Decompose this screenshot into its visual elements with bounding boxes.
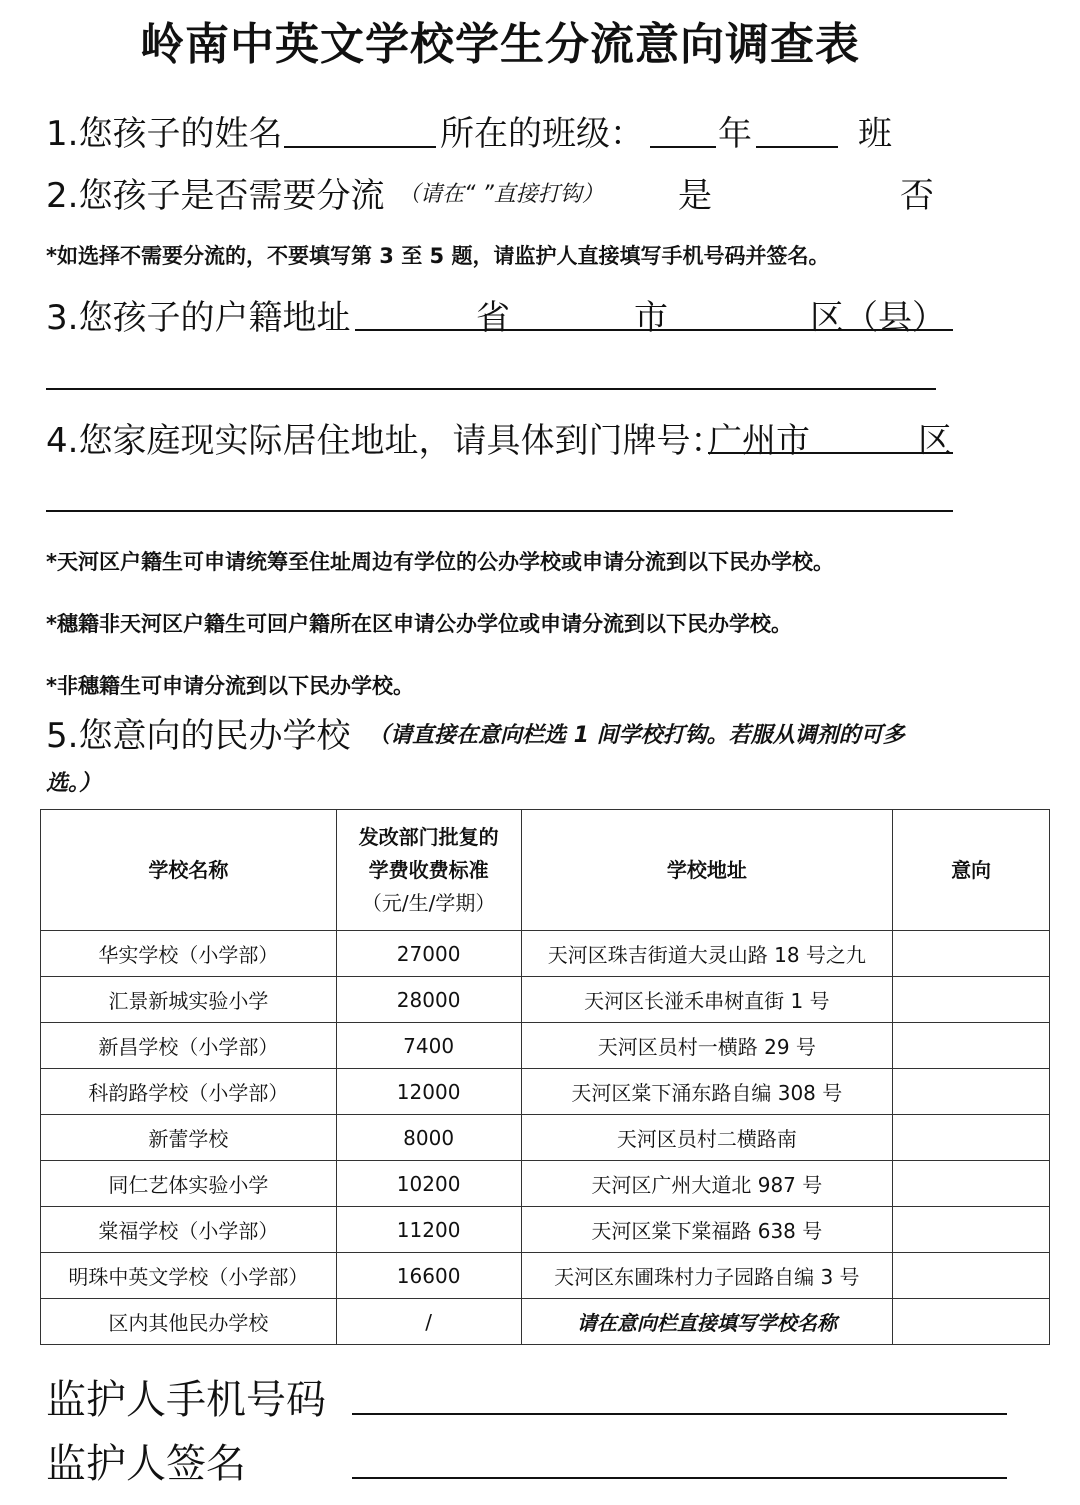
intent-checkbox[interactable] [893, 1253, 1050, 1299]
school-address: 天河区长湴禾串树直街 1 号 [521, 977, 893, 1023]
table-row [41, 977, 1050, 1023]
table-row [41, 1253, 1050, 1299]
school-name: 新蕾学校 [41, 1115, 337, 1161]
q2-label: 2.您孩子是否需要分流 [46, 176, 385, 216]
q1-grade-unit: 年 [718, 114, 752, 154]
q1-grade-field[interactable] [650, 146, 716, 148]
school-name: 华实学校（小学部） [41, 931, 337, 977]
table-row [41, 1161, 1050, 1207]
q4-district: 区 [918, 421, 952, 461]
intent-checkbox[interactable] [893, 977, 1050, 1023]
school-name: 新昌学校（小学部） [41, 1023, 337, 1069]
guardian-phone-label: 监护人手机号码 [46, 1377, 326, 1423]
note-non-guangzhou: *非穗籍生可申请分流到以下民办学校。 [46, 674, 414, 698]
school-fee: / [336, 1299, 521, 1345]
note-tianhe: *天河区户籍生可申请统筹至住址周边有学位的公办学校或申请分流到以下民办学校。 [46, 550, 834, 574]
q2-no-option[interactable]: 否 [900, 176, 934, 216]
intent-input[interactable] [893, 1299, 1050, 1345]
note-guangzhou: *穗籍非天河区户籍生可回户籍所在区申请公办学位或申请分流到以下民办学校。 [46, 612, 792, 636]
school-fee: 11200 [336, 1207, 521, 1253]
table-header-row [41, 810, 1050, 931]
note-q2: *如选择不需要分流的，不要填写第 3 至 5 题，请监护人直接填写手机号码并签名。 [46, 244, 830, 268]
q3-province: 省 [476, 298, 510, 338]
table-row [41, 1299, 1050, 1345]
q4-city: 广州市 [708, 421, 810, 461]
school-fee: 28000 [336, 977, 521, 1023]
header-fee-line1: 发改部门批复的 [358, 824, 499, 849]
school-address: 天河区棠下涌东路自编 308 号 [521, 1069, 893, 1115]
school-table [40, 809, 1050, 1345]
intent-checkbox[interactable] [893, 1161, 1050, 1207]
q4-address-line2[interactable] [46, 510, 953, 512]
header-address: 学校地址 [521, 810, 893, 931]
school-address: 天河区员村一横路 29 号 [521, 1023, 893, 1069]
header-intent: 意向 [893, 810, 1050, 931]
header-school-name: 学校名称 [41, 810, 337, 931]
q4-label: 4.您家庭现实际居住地址，请具体到门牌号： [46, 421, 725, 461]
school-name: 棠福学校（小学部） [41, 1207, 337, 1253]
school-fee: 10200 [336, 1161, 521, 1207]
guardian-signature-field[interactable] [352, 1477, 1007, 1479]
school-name: 区内其他民办学校 [41, 1299, 337, 1345]
school-fee: 7400 [336, 1023, 521, 1069]
q1-class-unit: 班 [858, 114, 892, 154]
intent-checkbox[interactable] [893, 931, 1050, 977]
q5-hint-cont: 选。） [46, 771, 102, 796]
header-fee [336, 810, 521, 931]
q5-label: 5.您意向的民办学校 [46, 716, 351, 756]
q3-district: 区（县） [810, 298, 946, 338]
q3-label: 3.您孩子的户籍地址 [46, 298, 351, 338]
school-name: 科韵路学校（小学部） [41, 1069, 337, 1115]
school-name: 明珠中英文学校（小学部） [41, 1253, 337, 1299]
school-address: 天河区员村二横路南 [521, 1115, 893, 1161]
q3-city: 市 [634, 298, 668, 338]
school-fee: 16600 [336, 1253, 521, 1299]
header-fee-line3: （元/生/学期） [361, 890, 496, 915]
q5-hint: （请直接在意向栏选 1 间学校打钩。若服从调剂的可多 [368, 723, 905, 748]
school-fee: 12000 [336, 1069, 521, 1115]
q3-address-line2[interactable] [46, 388, 936, 390]
q1-class-label: 所在的班级： [440, 114, 644, 154]
school-address: 天河区珠吉街道大灵山路 18 号之九 [521, 931, 893, 977]
table-row [41, 931, 1050, 977]
table-row [41, 1069, 1050, 1115]
table-row [41, 1023, 1050, 1069]
q2-yes-option[interactable]: 是 [678, 176, 712, 216]
school-name: 同仁艺体实验小学 [41, 1161, 337, 1207]
q1-class-field[interactable] [756, 146, 838, 148]
school-address: 请在意向栏直接填写学校名称 [521, 1299, 893, 1345]
intent-checkbox[interactable] [893, 1207, 1050, 1253]
school-name: 汇景新城实验小学 [41, 977, 337, 1023]
header-fee-line2: 学费收费标准 [368, 857, 489, 882]
intent-checkbox[interactable] [893, 1115, 1050, 1161]
school-fee: 27000 [336, 931, 521, 977]
guardian-signature-label: 监护人签名 [46, 1441, 246, 1487]
table-row [41, 1207, 1050, 1253]
school-address: 天河区棠下棠福路 638 号 [521, 1207, 893, 1253]
q1-name-field[interactable] [284, 146, 436, 148]
school-address: 天河区东圃珠村力子园路自编 3 号 [521, 1253, 893, 1299]
q2-hint: （请在“ ”直接打钩） [398, 182, 604, 207]
page-title: 岭南中英文学校学生分流意向调查表 [140, 19, 860, 70]
guardian-phone-field[interactable] [352, 1413, 1007, 1415]
q1-name-label: 1.您孩子的姓名 [46, 114, 283, 154]
table-row [41, 1115, 1050, 1161]
school-fee: 8000 [336, 1115, 521, 1161]
intent-checkbox[interactable] [893, 1069, 1050, 1115]
intent-checkbox[interactable] [893, 1023, 1050, 1069]
school-address: 天河区广州大道北 987 号 [521, 1161, 893, 1207]
